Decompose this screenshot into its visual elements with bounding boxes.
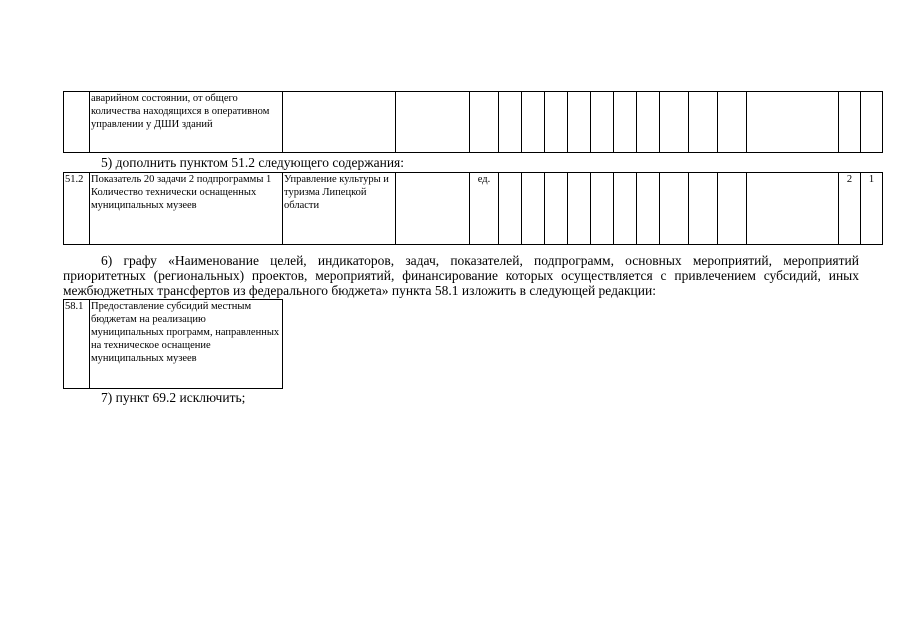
paragraph-item-7: 7) пункт 69.2 исключить; (101, 390, 246, 405)
value-cell: 2 (839, 173, 861, 245)
table-cell (660, 173, 689, 245)
table-cell (747, 92, 839, 153)
table-row (64, 300, 283, 389)
table-cell (499, 92, 522, 153)
table-cell (396, 173, 470, 245)
table-cell (591, 173, 614, 245)
table-cell (614, 173, 637, 245)
table-58-1 (63, 299, 283, 389)
table-cell (470, 92, 499, 153)
row-number: 58.1 (64, 300, 90, 389)
table-cell (568, 173, 591, 245)
table-cell (396, 92, 470, 153)
paragraph-item-5: 5) дополнить пунктом 51.2 следующего содержания: (101, 155, 405, 170)
table-cell (545, 92, 568, 153)
table-cell (718, 173, 747, 245)
table-cell (545, 173, 568, 245)
table-cell (861, 92, 883, 153)
table-cell (522, 173, 545, 245)
row-number: 51.2 (64, 173, 90, 245)
table-cell (689, 92, 718, 153)
table-cell (689, 173, 718, 245)
table-cell (660, 92, 689, 153)
table-row (64, 92, 883, 153)
table-cell (614, 92, 637, 153)
table-cell (747, 173, 839, 245)
continuation-table (63, 91, 883, 153)
table-cell (591, 92, 614, 153)
table-cell (522, 92, 545, 153)
table-cell (718, 92, 747, 153)
table-51-2 (63, 172, 883, 245)
value-cell: 1 (861, 173, 883, 245)
table-cell: аварийном состоянии, от общего количества находящихся в оперативном управлении у ДШИ зданий (90, 92, 283, 153)
responsible-executor: Управление культуры и туризма Липецкой области (283, 173, 396, 245)
table-cell (499, 173, 522, 245)
table-cell (283, 92, 396, 153)
paragraph-item-6: 6) графу «Наименование целей, индикаторов, задач, показателей, подпрограмм, основных мероприятий, мероприятий приоритетных (региональных) проектов, мероприятий, финансирование которых осуществляется с привлечением субсидий, иных межбюджетных трансфертов из федерального бюджета» пункта 58.1 изложить в следующей редакции: (63, 253, 859, 298)
table-cell (637, 173, 660, 245)
table-cell (839, 92, 861, 153)
unit-cell: ед. (470, 173, 499, 245)
indicator-name: Показатель 20 задачи 2 подпрограммы 1 Количество технически оснащенных муниципальных музеев (90, 173, 283, 245)
table-cell (568, 92, 591, 153)
measure-name: Предоставление субсидий местным бюджетам на реализацию муниципальных программ, направленных на техническое оснащение муниципальных музеев (90, 300, 283, 389)
table-row (64, 173, 883, 245)
table-cell (64, 92, 90, 153)
table-cell (637, 92, 660, 153)
